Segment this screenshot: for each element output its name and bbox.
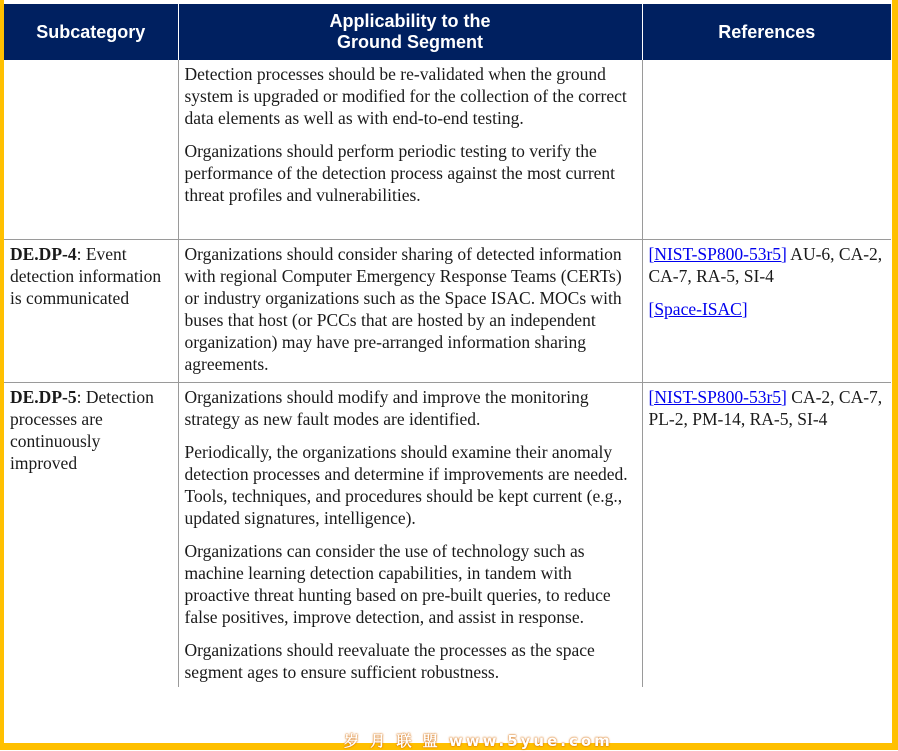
header-applicability-label: Applicability to the Ground Segment (329, 11, 491, 52)
applicability-paragraph: Organizations can consider the use of technology such as machine learning detection capabilities, in tandem with proactive threat hunting based on pre-built queries, to reduce false positives, improve detection, and assist in response. (184, 540, 611, 627)
table-row (4, 60, 891, 239)
subcategory-cell (4, 239, 178, 382)
subcategory-id: DE.DP-5 (10, 386, 77, 407)
subcategory-cell (4, 382, 178, 687)
applicability-paragraph: Organizations should perform periodic testing to verify the performance of the detection process against the most current threat profiles and vulnerabilities. (184, 141, 616, 205)
references-cell (642, 239, 891, 382)
subcategory-desc: : Event detection information is communicated (10, 243, 162, 308)
applicability-paragraph: Detection processes should be re-validated when the ground system is upgraded or modified for the collection of the correct data elements as well as with end-to-end testing. (184, 64, 627, 128)
applicability-paragraph: Organizations should consider sharing of detected information with regional Computer Emergency Response Teams (CERTs) or industry organizations such as the Space ISAC. MOCs with buses that host (or PCCs that are hosted by an independent organization) may have pre-arranged information sharing agreements. (184, 243, 622, 374)
reference-controls: CA-2, CA-7, PL-2, PM-14, RA-5, SI-4 (648, 386, 883, 429)
reference-entry (649, 298, 886, 320)
table-header-row (4, 4, 891, 60)
applicability-paragraph: Periodically, the organizations should examine their anomaly detection processes and determine if improvements are needed. Tools, techniques, and procedures should be kept current (e.g., updated signatures, intelligence). (184, 441, 628, 528)
reference-entry (649, 243, 886, 287)
header-subcategory: Subcategory (4, 4, 178, 60)
watermark: 岁 月 联 盟 www.5yue.com (344, 732, 613, 750)
space-isac-link[interactable]: [Space-ISAC] (648, 298, 748, 319)
references-cell (642, 60, 891, 239)
header-references: References (642, 4, 891, 60)
nist-sp800-53r5-link[interactable]: [NIST-SP800-53r5] (648, 386, 787, 407)
reference-controls: AU-6, CA-2, CA-7, RA-5, SI-4 (648, 243, 883, 286)
subcategory-id: DE.DP-4 (10, 243, 77, 264)
applicability-paragraph: Organizations should reevaluate the processes as the space segment ages to ensure sufficient robustness. (184, 639, 595, 682)
table-row (4, 239, 891, 382)
applicability-cell (178, 382, 642, 687)
applicability-cell (178, 60, 642, 239)
header-applicability (178, 4, 642, 60)
nist-sp800-53r5-link[interactable]: [NIST-SP800-53r5] (648, 243, 787, 264)
applicability-cell (178, 239, 642, 382)
ground-segment-table (4, 4, 891, 687)
table-row (4, 382, 891, 687)
references-cell (642, 382, 891, 687)
subcategory-cell (4, 60, 178, 239)
applicability-paragraph: Organizations should modify and improve the monitoring strategy as new fault modes are identified. (184, 386, 589, 429)
subcategory-desc: : Detection processes are continuously improved (10, 386, 154, 473)
reference-entry (649, 386, 886, 430)
